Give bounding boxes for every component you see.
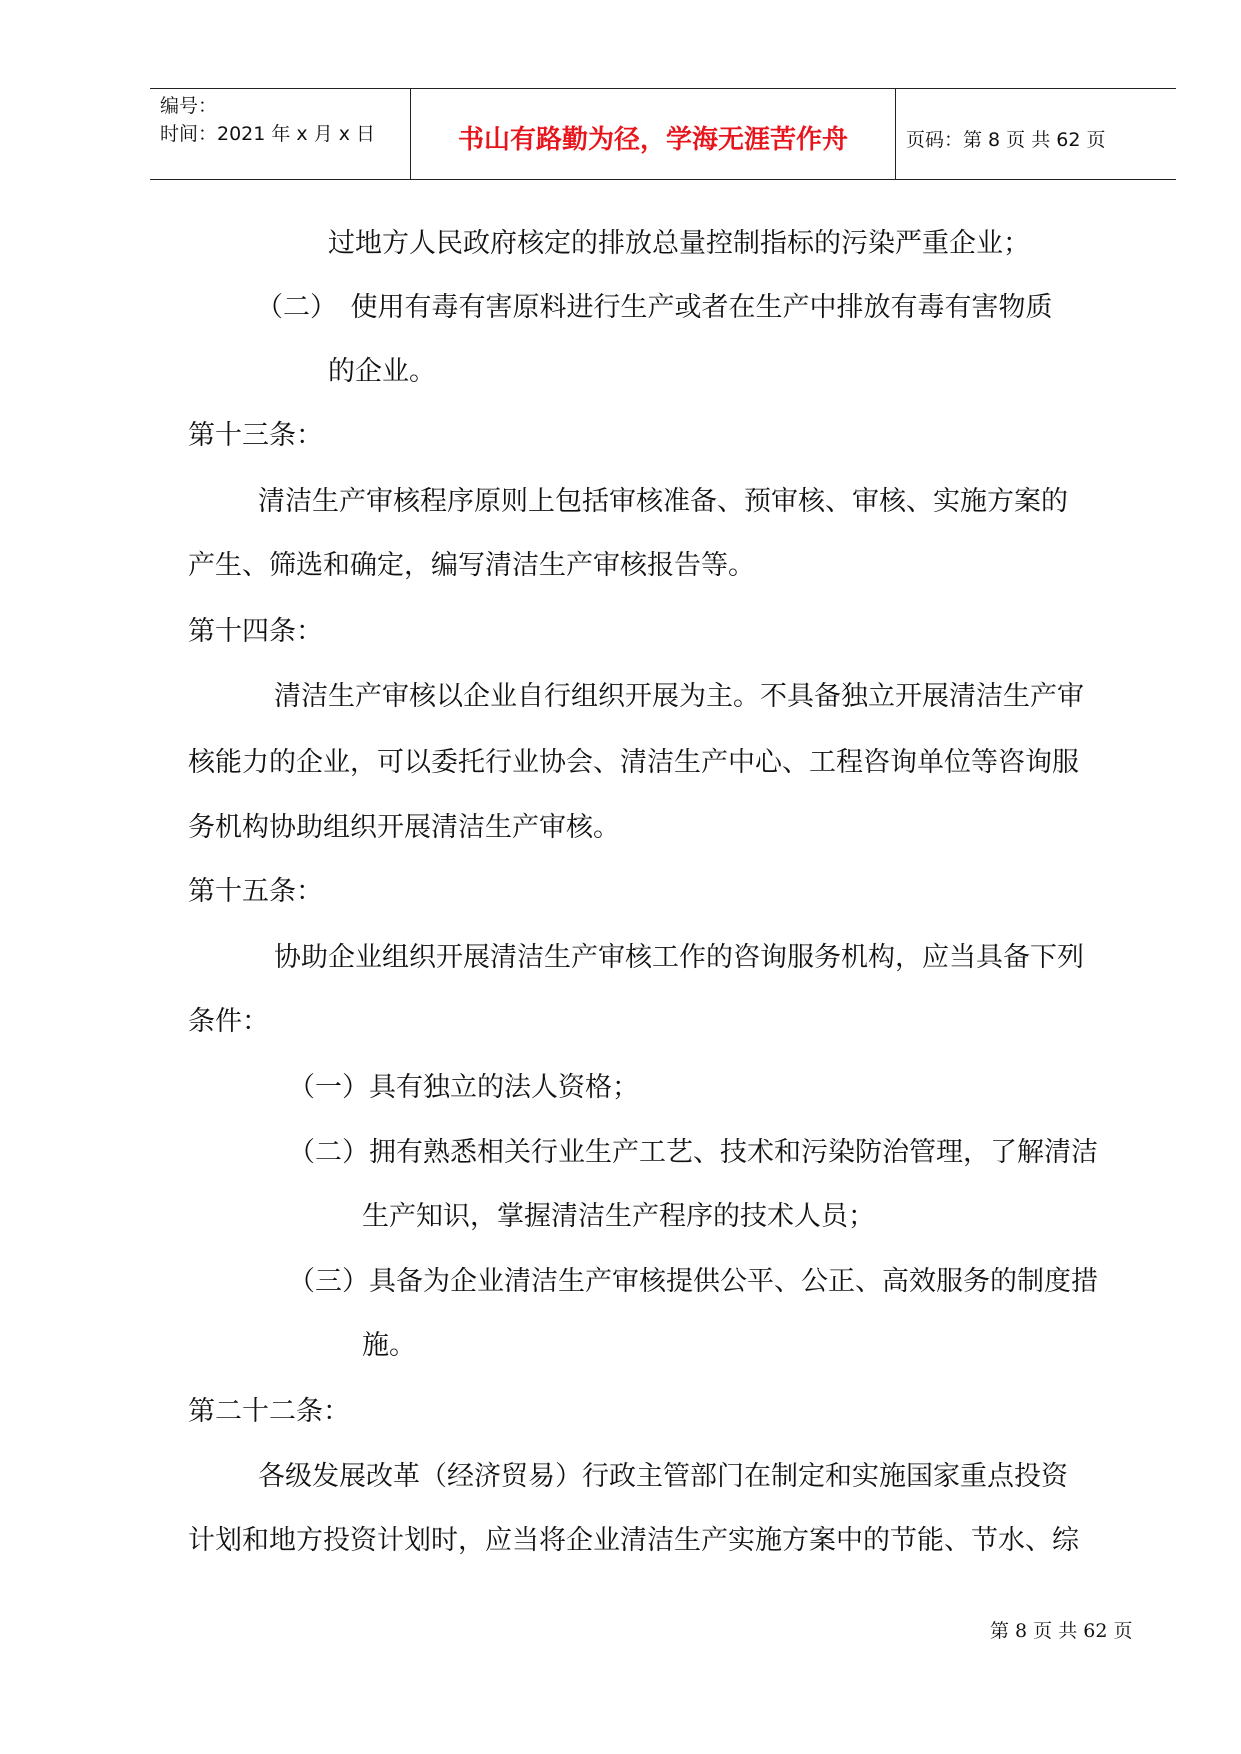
header-page-reference: 页码：第 8 页 共 62 页 (906, 129, 1106, 151)
body-line: 核能力的企业，可以委托行业协会、清洁生产中心、工程咨询单位等咨询服 (188, 747, 1079, 778)
body-line: 清洁生产审核程序原则上包括审核准备、预审核、审核、实施方案的 (258, 486, 1068, 517)
list-item: （一）具有独立的法人资格； (288, 1072, 639, 1103)
body-line: 条件： (188, 1006, 269, 1037)
body-line: 过地方人民政府核定的排放总量控制指标的污染严重企业； (328, 228, 1030, 259)
list-item: （二）拥有熟悉相关行业生产工艺、技术和污染防治管理，了解清洁 (288, 1137, 1098, 1168)
header-meta-cell (150, 89, 410, 179)
document-time-label: 时间：2021 年 x 月 x 日 (160, 123, 376, 145)
article-heading: 第十五条： (188, 876, 323, 907)
header-motto: 书山有路勤为径，学海无涯苦作舟 (457, 125, 848, 155)
article-heading: 第二十二条： (188, 1396, 350, 1427)
document-number-label: 编号： (160, 95, 218, 117)
body-line: 各级发展改革（经济贸易）行政主管部门在制定和实施国家重点投资 (258, 1461, 1068, 1492)
body-line: 清洁生产审核以企业自行组织开展为主。不具备独立开展清洁生产审 (274, 681, 1084, 712)
list-item-continuation: 生产知识，掌握清洁生产程序的技术人员； (362, 1201, 875, 1232)
page-footer-number: 第 8 页 共 62 页 (990, 1620, 1133, 1642)
body-line: 的企业。 (328, 356, 436, 387)
header-page-cell (896, 89, 1176, 179)
header-motto-cell (410, 89, 896, 179)
body-line: （二） 使用有毒有害原料进行生产或者在生产中排放有毒有害物质 (256, 292, 1053, 323)
body-line: 计划和地方投资计划时，应当将企业清洁生产实施方案中的节能、节水、综 (188, 1525, 1079, 1556)
body-line: 产生、筛选和确定，编写清洁生产审核报告等。 (188, 550, 755, 581)
page-header (150, 88, 1176, 180)
body-line: 协助企业组织开展清洁生产审核工作的咨询服务机构，应当具备下列 (274, 942, 1084, 973)
body-line: 务机构协助组织开展清洁生产审核。 (188, 812, 620, 843)
article-heading: 第十四条： (188, 616, 323, 647)
list-item: （三）具备为企业清洁生产审核提供公平、公正、高效服务的制度措 (288, 1266, 1098, 1297)
list-item-continuation: 施。 (362, 1330, 416, 1361)
article-heading: 第十三条： (188, 420, 323, 451)
